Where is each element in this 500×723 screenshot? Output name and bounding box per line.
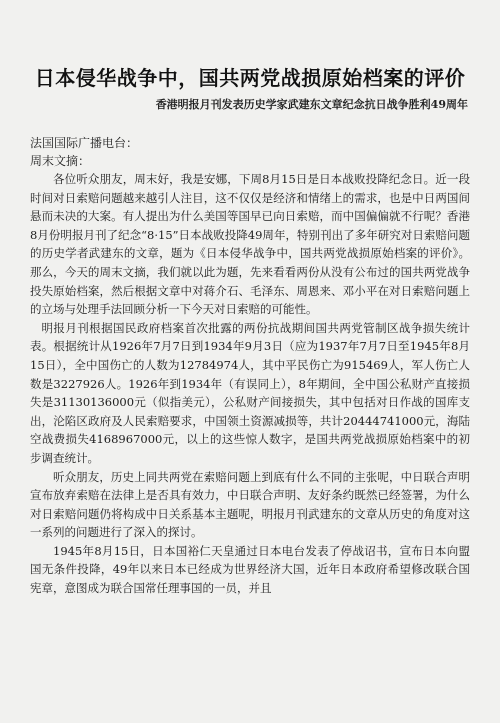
paragraph-history: 1945年8月15日，日本国裕仁天皇通过日本电台发表了停战诏书，宣布日本向盟国无条件投降，49年以来日本已经成为世界经济大国，近年日本政府希望修改联合国宪章，意图成为联合国常任理事国的一员，并且 (30, 543, 470, 596)
paragraph-statistics: 明报月刊根据国民政府档案首次批露的两份抗战期间国共两党管制区战争损失统计表。根据统计从1926年7月7日到1934年9月3日（应为1937年7月7日至1945年8月15日），全中国伤亡的人数为12784974人，其中平民伤亡为915469人，军人伤亡人数是3227926人。1926年到1934年（有误同上），8年期间，全中国公私财产直接损失是31130136000元（似指美元），公私财产间接损失，其中包括对日作战的国库支出，沦陷区政府及人民索赔要求，中国领土资源减损等，共计20444741000元，海陆空战费损失4168967000元，以上的这些惊人数字，是国共两党战损原始档案中的初步调查统计。 (30, 320, 470, 465)
document-body (30, 170, 470, 598)
paragraph-intro: 各位听众朋友，周末好，我是安娜，下周8月15日是日本战败投降纪念日。近一段时间对日索赔问题越来越引人注目，这不仅仅是经济和情绪上的需求，也是中日两国间悬而未决的大案。有人提出为什么美国等国早已向日索赔，而中国偏偏就不行呢？香港8月份明报月刊了纪念“8·15”日本战败投降49周年，特别刊出了多年研究对日索赔问题的历史学者武建东的文章，题为《日本侵华战争中，国共两党战损原始档案的评价》。那么，今天的周末文摘，我们就以此为题，先来看看两份从没有公布过的国共两党战争投失原始档案，然后根据文章中对蒋介石、毛泽东、周恩来、邓小平在对日索赔问题上的立场与处理手法回顾分析一下今天对日索赔的可能性。 (30, 172, 470, 317)
addressee-station: 法国国际广播电台： (30, 136, 139, 150)
addressee-block (30, 134, 470, 170)
document-subtitle: 香港明报月刊发表历史学家武建东文章纪念抗日战争胜利49周年 (155, 98, 468, 111)
addressee-program: 周末文摘： (30, 154, 91, 168)
document-title: 日本侵华战争中，国共两党战损原始档案的评价 (34, 66, 466, 90)
paragraph-questions: 听众朋友，历史上同共两党在索赔问题上到底有什么不同的主张呢，中日联合声明宣布放弃索赔在法律上是否具有效力，中日联合声明、友好条约既然已经签署，为什么对日索赔问题仍将构成中日关系基本主题呢，明报月刊武建东的文章从历史的角度对这一系列的问题进行了深入的探讨。 (30, 469, 470, 540)
